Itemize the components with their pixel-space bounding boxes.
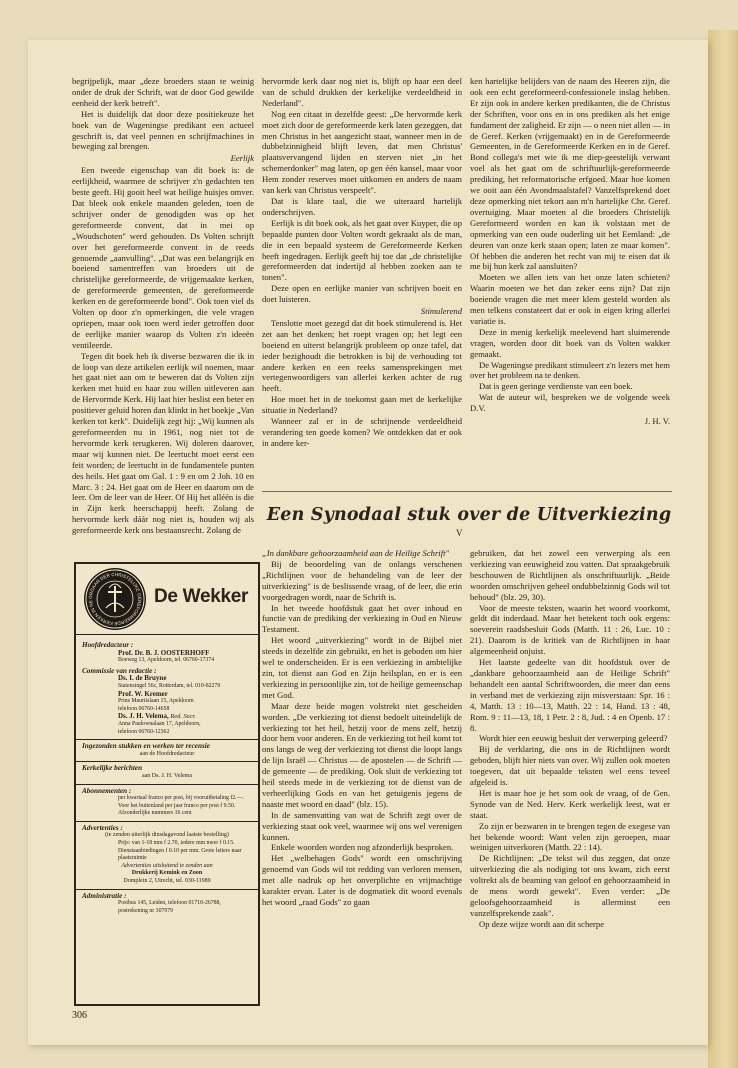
paragraph: Het laatste gedeelte van dit hoofdstuk over de „dankbare gehoorzaamheid aan de Heilige Schrift" behandelt een aantal Schriftwoorden, die meer dan eens in verband met de verkiezing zijn misverstaan: Spr. 16 : 4, Matth. 13 : 10—13, Matth. 22 : 14, Hand. 13 : 48, Rom. 9 : 11—13, 18, 1 Petr. 2 : 8, Jud. : 4 en Openb. 17 : 8. [470,657,670,733]
column-4 [262,548,462,988]
column-1 [72,76,254,536]
divider [76,821,258,822]
paragraph: Enkele woorden worden nog afzonderlijk besproken. [271,842,454,853]
label-abonnementen: Abonnementen : [82,786,132,795]
paragraph: Bij de beoordeling van de onlangs verschenen „Richtlijnen voor de behandeling van de leer der uitverkiezing" is de beslissende vraag, of de leer, die erin voorgedragen wordt, naar de Schrift is. [262,558,462,602]
member-1-address: Statensingel 56c, Rotterdam, tel. 010-82279 [118,682,221,689]
label-administratie: Administratie : [82,891,127,900]
member-3-row [82,713,252,721]
printer-address: Domplein 2, Utrecht, tel. 030-11989 [123,878,211,885]
paragraph: Nog een citaat in dezelfde geest: „De hervormde kerk moet zich door de gereformeerde kerk laten gezeggen, dat men Christus in het aangezicht staat, wanneer men in de dubbelzinnigheid blijft leven, dat men Christus' plaatsvervangend lijden en sterven niet „in het schemerdonker" mag laten, op gen één kansel, maar voor Hem zonder reserves moet uitkomen en anders de naam van kerk van Christus verspeelt". [262,108,462,196]
page-edge [708,30,738,1068]
paragraph: Hoe moet het in de toekomst gaan met de kerkelijke situatie in Nederland? [262,394,462,416]
masthead-details [76,635,258,919]
paragraph: Het is duidelijk dat door deze positiekeuze het boek van de Wageningse predikant een actueel geschrift is, dat veel pennen en schrijfmachines in beweging zal brengen. [72,108,254,152]
column-3 [470,76,670,496]
abonnementen-text: per kwartaal franco per post, bij vooruitbetaling f2.—. Voor het buitenland per jaar franco per post f 9.50. Afzonderlijke nummers 16 cent [118,795,244,817]
paragraph: gebruiken, dat het zowel een verwerping als een verkiezing van eeuwigheid zou vatten. Dat spraakgebruik beschouwen de Richtlijnen als onschriftuurlijk. „Beide woorden omschrijven geheel ondubbelzinnig Gods wil tot behoud" (blz. 29, 30). [470,548,670,602]
paragraph: Deze in menig kerkelijk meelevend hart sluimerende vragen, worden door dit boek van ds Volten wakker gemaakt. [470,326,670,359]
member-3-address: Anna Paulownalaan 17, Apeldoorn, [118,720,201,727]
paragraph: Eerlijk is dit boek ook, als het gaat over Kuyper, die op bepaalde punten door Volten wordt gekraakt als de man, die in een bepaald systeem de Gereformeerde Kerken heeft ingedragen. Eerlijk geeft hij toe dat „de christelijke gereformeerden dat indertijd al hebben zoeken aan te tonen". [262,217,462,283]
paragraph: Het woord „uitverkiezing" wordt in de Bijbel niet steeds in dezelfde zin gebruikt, en het is geboden om hier wel te onderscheiden. Er is een verkiezing in ambtelijke zin, tot dienst aan God en Zijn heilsplan, en er is een verkiezing in persoonlijke zin, tot de heilige gemeenschap met God. [262,635,462,700]
advertenties-send-to: Advertenties uitsluitend te zenden aan [121,862,213,869]
paragraph: Deze open en eerlijke manier van schrijven boeit en doet luisteren. [262,283,462,305]
article-title: Een Synodaal stuk over de Uitverkiezing [266,505,672,525]
printer-name: Drukkerij Kemink en Zoon [131,870,203,877]
paragraph: begrijpelijk, maar „deze broeders staan te weinig onder de druk der Schrift, wat de door God gewilde eenheid der kerk betreft". [72,76,254,108]
church-emblem-icon [84,568,146,630]
label-hoofdredacteur: Hoofdredacteur : [82,641,134,649]
divider [76,784,258,785]
editor-name-row [82,650,252,658]
paragraph: In de samenvatting van wat de Schrift zegt over de verkiezing staat ook veel, waarmee wij ons wel verenigen kunnen. [262,809,462,842]
paragraph: Tenslotte moet gezegd dat dit boek stimulerend is. Het zet aan het denken; het roept vragen op; het legt een boeiend en uiterst belangrijk probleem op onze tafel, dat ieder bezighoudt die betrokken is bij de verhouding tot andere kerken en een reeks samensprekingen met vertegenwoordigers van allerlei kerken achter de rug heeft. [262,317,462,394]
paragraph: In het tweede hoofdstuk gaat het over inhoud en functie van de prediking der verkiezing in Oud en Nieuw Testament. [262,602,462,635]
ingezonden-recipient: aan de Hoofdredacteur [139,750,195,757]
paragraph: De Richtlijnen: „De tekst wil dus zeggen, dat onze uitverkiezing die als nodiging tot ons kwam, zich eerst voltrekt als de beaming van geloof en gehoorzaamheid in de mens wordt gewekt". Even verder: „De geloofsgehoorzaamheid is allerminst een vanzelfsprekende zaak". [470,853,670,918]
divider [76,761,258,762]
paragraph: Maar deze beide mogen volstrekt niet gescheiden worden. „De verkiezing tot dienst bedoelt uiteindelijk de verkiezing tot het heil, hetzij voor de mens zelf, hetzij door hem voor anderen. En de verkiezing tot heil komt tot ons langs de weg der verkiezing tot dienst die loopt langs de lijn Israël — Christus — de apostelen — de Schrift — de gemeente — de prediking. Ook sluit de verkiezing tot heil steeds mede in de verkiezing tot de dienst van de verheerlijking Gods en van het getuigenis jegens de naaste met woord en daad" (blz. 15). [262,700,462,809]
member-2-row [82,691,252,699]
section-intro: „In dankbare gehoorzaamheid aan de Heilige Schrift" [262,548,450,558]
editor-name: Prof. Dr. B. J. OOSTERHOFF [118,648,210,657]
member-2-name: Prof. W. Kremer [118,689,168,698]
column-2 [262,76,462,476]
advertenties-prices: Prijs: van 1-18 mm f 2.70, iedere mm meer f 0.15. Dienstaanbiedingen f 0.10 per mm. Grote letters naar plaatsruimte [118,840,242,862]
paragraph: Voor de meeste teksten, waarin het woord voorkomt, geldt dit inderdaad. Maar het betekent toch ook ergens: soeverein raadsbesluit Gods (Matth. 11 : 26, Luc. 10 : 21). Daarom is de kritiek van de Richtlijnen in haar algemeenheid onjuist. [470,602,670,657]
author-initials: J. H. V. [644,416,670,427]
member-3-phone: telefoon 06760-12362 [118,728,170,735]
editor-address: Boeweg 13, Apeldoorn, tel. 06760-17374 [118,657,215,664]
member-3-role: Red. Secr. [170,713,196,721]
paragraph: Het is maar hoe je het som ook de vraag, of de Gen. Synode van de Ned. Herv. Kerk werkelijk leest, wat er staat. [470,787,670,820]
paragraph: Tegen dit boek heb ik diverse bezwaren die ik in de loop van deze artikelen eerlijk wil noemen, maar het gaat niet aan om te beweren dat ds Volten zijn kerken met huid en haar zou willen uitleveren aan de Hervormde Kerk. Hij laat hier beslist een beter en positiever geluid horen dan klinkt in het boekje „Van kerken tot kerk". Duidelijk zegt hij: „Wij kunnen als gereformeerden nu in 1961, nog niet tot de hervormde kerk terugkeren. Wij doleren daarover, maar wij kunnen niet. De leertucht moet eerst een feit worden; de leertucht in de fundamentele punten des heils. Het gaat om Gal. 1 : 9 en om 2 Joh. 10 en Marc. 3 : 24. Het gaat om de Heer en daarom om de leer. Om de leer van de Heer. Of Hij het alléén is die in Zijn kerk heerschappij heeft. Zolang de hervormde kerk dáár nog niet is, houden wij als gereformeerde kerk ons bestaansrecht. Zolang de [72,350,254,536]
paragraph: Wat de auteur wil, bespreken we de volgende week D.V. [470,392,670,414]
paragraph: Zo zijn er bezwaren in te brengen tegen de exegese van het bekende woord: Want velen zijn geroepen, maar weinigen uitverkoren (Matth. 22 : 14). [470,820,670,853]
emblem-graphic [84,568,146,630]
kerkelijke-recipient: aan Ds. J. H. Velema [141,772,193,779]
label-commissie: Commissie van redactie : [82,666,157,675]
paragraph: Dat is klare taal, die we uiteraard hartelijk onderschrijven. [262,195,462,217]
paragraph: Dat is geen geringe verdienste van een boek. [479,381,633,392]
section-heading: Eerlijk [230,153,254,164]
member-1-name: Ds. I. de Bruyne [118,674,167,683]
paragraph: Wanneer zal er in de schrijnende verdeeldheid verandering ten goede komen? We ontdekken dat er ook in andere ker- [262,416,462,448]
section-heading: Stimulerend [420,306,462,317]
paragraph: Een tweede eigenschap van dit boek is: de eerlijkheid, waarmee de schrijver z'n gedachten ten beste geeft. Hij gooit heel wat heilige huisjes omver. Dat bleek ook enkele maanden geleden, toen de schrijver onder de genodigden was op het gereformeerde convent, dat in mei op „Woudschoten" werd gehouden. Ds Volten schrijft over het gereformeerde convent in de reeds genoemde „aanvulling". „Dat was een belangrijk en boeiend samentreffen van broeders uit de christelijke gereformeerde, de vrijgemaakte kerken, de gereformeerde gemeenten, de gereformeerde kerken en de gereformeerde bond". Ook toen viel ds Volten op door z'n opmerkingen, die vele vragen opriepen, maar ook toen werd ieder getroffen door de eerlijke manier waarop ds Volten z'n ideeën ventileerde. [72,165,254,350]
page-number: 306 [72,1010,87,1021]
paragraph: hervormde kerk daar nog niet is, blijft op haar een deel van de schuld drukken der kerkelijke verdeeldheid in Nederland". [262,76,462,108]
paragraph: Op deze wijze wordt aan dit scherpe [479,918,605,929]
member-2-phone: telefoon 06760-14658 [118,705,170,712]
label-advertenties: Advertenties : [82,823,123,832]
publication-title: De Wekker [154,586,249,607]
paragraph: Bij de verklaring, die ons in de Richtlijnen wordt geboden, blijft hier niets van over. Wij zullen ook moeten toegeven, dat uit bepaalde teksten wel eens teveel afgeleid is. [470,744,670,788]
advertenties-note: (te zenden uiterlijk dinsdagavond laatste bestelling) [105,832,229,839]
paragraph: Moeten we allen iets van het onze laten schieten? Waarin moeten we het dan zeker eens zijn? Dat zijn boeiende vragen die met meer klem gesteld worden als men telkens constateert dat er ook in eigen kring allerlei variatie is. [470,272,670,326]
divider [262,491,672,492]
masthead-header [76,564,258,635]
emblem-ring-text: ORGAAN DER CHRISTELIJKE GEREFORMEERDE KERKEN IN NE [87,571,143,627]
paragraph: Wordt hier een eeuwig besluit der verwerping geleerd? [479,733,668,744]
divider [76,889,258,890]
divider [76,739,258,740]
column-5 [470,548,670,983]
member-3-name: Ds. J. H. Velema, [118,712,169,721]
paragraph: Het „welbehagen Gods" wordt een omschrijving genoemd van Gods wil tot redding van verloren mensen, met alle nadruk op het onverplichte en vrijmachtige karakter ervan. Later is de dogmatiek dit woord evenals het woord „raad Gods" zo gaan [262,853,462,907]
masthead-box [74,562,260,1006]
paragraph: ken hartelijke belijders van de naam des Heeren zijn, die ook een echt gereformeerd-confessionele inslag hebben. Er zijn ook in andere kerken predikanten, die de Christus der Schriften, voor ons en in ons prediken als het enige fundament der zaligheid. Er zijn — o neen niet allen — in de Geref. Kerken (vrijgemaakt) en in de Gereformeerde Gemeenten, in de Gereformeerde Kerken en in de Geref. Bond collega's met wie ik me diep-geestelijk verwant voel als het gaat om de schriftuurlijk-gereformeerde prediking, het reformatorische erfgoed. Maar hoe komen we ooit aan één Avondmaalstafel? Vanzelfsprekend doet deze opmerking niet tekort aan m'n hartelijke Chr. Geref. overtuiging. Maar moeten al die broeders Christelijk Gereformeerd worden en kan ik volstaan met de opmerking van een oude ouderling uit het Eemland: „de deuren van onze kerk staan open; laten ze maar komen". Of hebben die anderen het recht van mij te eisen dat ik me bij hun kerk zal aansluiten? [470,76,670,272]
article-part-number: V [456,528,463,538]
administratie-text: Postbus 145, Leiden, telefoon 01710-26788, postrekening nr 307979 [118,900,221,914]
label-ingezonden: Ingezonden stukken en werken ter recensie [82,742,210,751]
member-2-address: Prins Mauritslaan 15, Apeldoorn [118,698,194,705]
paragraph: De Wageningse predikant stimuleert z'n lezers met hem over het probleem na te denken. [470,359,670,381]
member-1-row [82,675,252,683]
label-kerkelijke: Kerkelijke berichten [82,764,143,773]
